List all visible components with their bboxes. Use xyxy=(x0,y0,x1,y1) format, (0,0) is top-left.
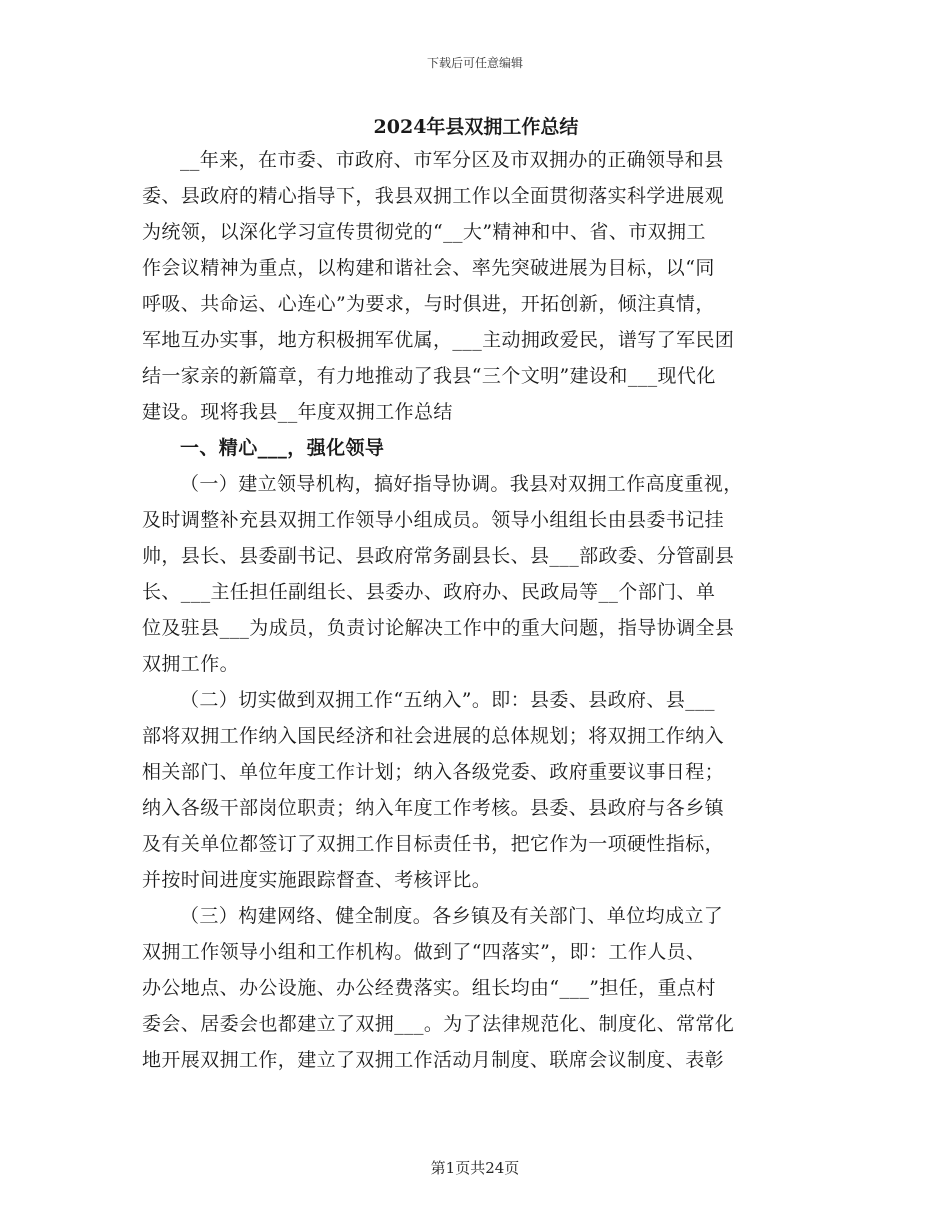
paragraph-line: 办公地点、办公设施、办公经费落实。组长均由“___”担任，重点村 xyxy=(142,977,716,999)
paragraph-line: 纳入各级干部岗位职责；纳入年度工作考核。县委、县政府与各乡镇 xyxy=(142,797,725,819)
paragraph-line: （三）构建网络、健全制度。各乡镇及有关部门、单位均成立了 xyxy=(180,905,724,927)
paragraph-line: 呼吸、共命运、心连心”为要求，与时俱进，开拓创新，倾注真情， xyxy=(142,293,715,315)
paragraph-line: 相关部门、单位年度工作计划；纳入各级党委、政府重要议事日程； xyxy=(142,761,725,783)
paragraph-line: 双拥工作。 xyxy=(142,653,240,675)
page-header-note: 下载后可任意编辑 xyxy=(426,56,523,70)
document-title: 2024年县双拥工作总结 xyxy=(373,116,579,138)
paragraph-line: 双拥工作领导小组和工作机构。做到了“四落实”，即：工作人员、 xyxy=(142,941,706,963)
paragraph-line: 及时调整补充县双拥工作领导小组成员。领导小组组长由县委书记挂 xyxy=(142,509,725,531)
paragraph-line: 帅，县长、县委副书记、县政府常务副县长、县___部政委、分管副县 xyxy=(142,545,735,567)
paragraph-line: 地开展双拥工作，建立了双拥工作活动月制度、联席会议制度、表彰 xyxy=(142,1049,725,1071)
paragraph-line: 作会议精神为重点，以构建和谐社会、率先突破进展为目标，以“同 xyxy=(142,257,715,279)
page-number: 第1页共24页 xyxy=(430,1159,520,1177)
paragraph-line: 为统领，以深化学习宣传贯彻党的“__大”精神和中、省、市双拥工 xyxy=(142,221,706,243)
section-heading: 一、精心___，强化领导 xyxy=(180,437,385,459)
paragraph-line: 建设。现将我县__年度双拥工作总结 xyxy=(142,401,453,423)
paragraph-line: （一）建立领导机构，搞好指导协调。我县对双拥工作高度重视， xyxy=(180,473,743,495)
document-body xyxy=(142,112,810,1078)
paragraph-line: 并按时间进度实施跟踪督查、考核评比。 xyxy=(142,869,492,891)
paragraph-line: （二）切实做到双拥工作“五纳入”。即：县委、县政府、县___ xyxy=(180,689,715,711)
paragraph-line: 及有关单位都签订了双拥工作目标责任书，把它作为一项硬性指标， xyxy=(142,833,725,855)
paragraph-line: 部将双拥工作纳入国民经济和社会进展的总体规划；将双拥工作纳入 xyxy=(142,725,725,747)
paragraph-line: 长、___主任担任副组长、县委办、政府办、民政局等__个部门、单 xyxy=(142,581,716,603)
paragraph-line: 结一家亲的新篇章，有力地推动了我县“三个文明”建设和___现代化 xyxy=(142,365,716,387)
paragraph-line: 位及驻县___为成员，负责讨论解决工作中的重大问题，指导协调全县 xyxy=(142,617,735,639)
paragraph-line: 军地互办实事，地方积极拥军优属，___主动拥政爱民，谱写了军民团 xyxy=(142,329,735,351)
paragraph-line: __年来，在市委、市政府、市军分区及市双拥办的正确领导和县 xyxy=(180,149,724,171)
paragraph-line: 委、县政府的精心指导下，我县双拥工作以全面贯彻落实科学进展观 xyxy=(142,185,725,207)
paragraph-line: 委会、居委会也都建立了双拥___。为了法律规范化、制度化、常常化 xyxy=(142,1013,735,1035)
